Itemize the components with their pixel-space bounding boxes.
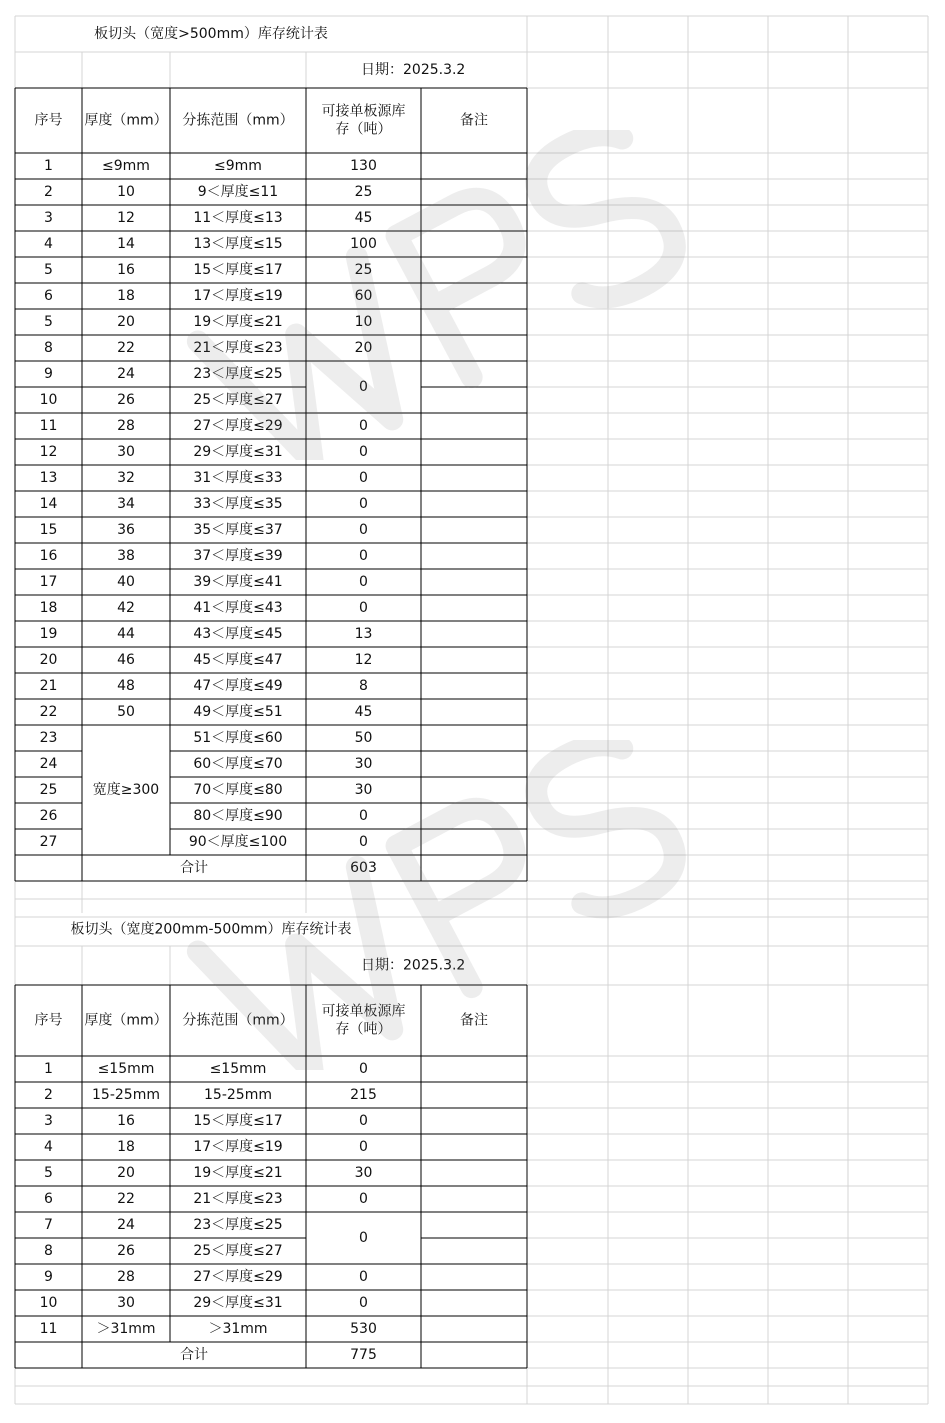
cell-range: 15＜厚度≤17 — [193, 262, 283, 278]
cell-range: 39＜厚度≤41 — [193, 574, 283, 590]
cell-no: 16 — [39, 548, 58, 564]
cell-no: 1 — [44, 1061, 53, 1077]
cell-no: 25 — [39, 782, 58, 798]
table-date: 日期：2025.3.2 — [361, 62, 466, 78]
cell-thickness: 12 — [117, 210, 135, 226]
cell-stock: 25 — [354, 184, 373, 200]
cell-stock: 0 — [359, 522, 368, 538]
cell-stock: 30 — [354, 756, 373, 772]
cell-no: 9 — [44, 366, 53, 382]
total-value: 603 — [350, 860, 377, 876]
cell-range: 27＜厚度≤29 — [193, 1269, 283, 1285]
header-stock: 可接单板源库存（吨） — [321, 1003, 406, 1038]
cell-thickness: 42 — [117, 600, 135, 616]
cell-thickness: ≤9mm — [102, 158, 150, 174]
cell-thickness: 24 — [117, 1217, 135, 1233]
cell-range: 33＜厚度≤35 — [193, 496, 283, 512]
cell-stock: 30 — [354, 1165, 373, 1181]
total-value: 775 — [350, 1347, 377, 1363]
table-date: 日期：2025.3.2 — [361, 957, 466, 974]
cell-no: 8 — [44, 340, 53, 356]
cell-thickness: ≤15mm — [97, 1061, 155, 1077]
cell-thickness: 15-25mm — [92, 1087, 160, 1103]
cell-range: 29＜厚度≤31 — [193, 444, 283, 460]
cell-range: 51＜厚度≤60 — [193, 730, 283, 746]
cell-thickness: 10 — [117, 184, 135, 200]
cell-range: ≤15mm — [209, 1061, 267, 1077]
header-range: 分拣范围（mm） — [182, 1012, 294, 1029]
cell-range: ≤9mm — [214, 158, 262, 174]
cell-range: 21＜厚度≤23 — [193, 1191, 283, 1207]
cell-no: 2 — [44, 1087, 53, 1103]
cell-thickness-merged: 宽度≥300 — [92, 782, 160, 798]
cell-no: 7 — [44, 1217, 53, 1233]
header-no: 序号 — [34, 1012, 63, 1029]
header-thickness: 厚度（mm） — [84, 1012, 168, 1029]
cell-thickness: 38 — [117, 548, 135, 564]
cell-thickness: 22 — [117, 340, 135, 356]
cell-stock: 0 — [359, 444, 368, 460]
cell-thickness: 28 — [117, 418, 135, 434]
cell-stock: 530 — [350, 1321, 377, 1337]
header-remark: 备注 — [460, 1012, 488, 1029]
cell-stock: 25 — [354, 262, 373, 278]
cell-no: 24 — [39, 756, 58, 772]
cell-stock: 0 — [359, 548, 368, 564]
cell-stock: 0 — [359, 1191, 368, 1207]
cell-range: 47＜厚度≤49 — [193, 678, 283, 694]
cell-stock: 0 — [359, 574, 368, 590]
cell-range: 9＜厚度≤11 — [197, 184, 279, 200]
cell-stock: 130 — [350, 158, 377, 174]
cell-thickness: 40 — [117, 574, 135, 590]
cell-stock: 12 — [354, 652, 373, 668]
cell-thickness: 34 — [117, 496, 135, 512]
total-label: 合计 — [180, 1347, 208, 1363]
table-title: 板切头（宽度>500mm）库存统计表 — [94, 26, 328, 42]
cell-range: 13＜厚度≤15 — [193, 236, 283, 252]
cell-range: 19＜厚度≤21 — [193, 1165, 283, 1181]
header-stock: 可接单板源库存（吨） — [321, 103, 406, 138]
cell-no: 14 — [39, 496, 58, 512]
cell-no: 3 — [44, 1113, 53, 1129]
cell-stock-merged: 0 — [359, 379, 368, 395]
cell-no: 23 — [39, 730, 58, 746]
cell-stock: 215 — [350, 1087, 377, 1103]
cell-thickness: 30 — [117, 1295, 135, 1311]
cell-no: 6 — [44, 1191, 53, 1207]
cell-no: 4 — [44, 236, 53, 252]
cell-no: 5 — [44, 314, 53, 330]
cell-no: 4 — [44, 1139, 53, 1155]
cell-range: 15-25mm — [204, 1087, 272, 1103]
cell-range: 11＜厚度≤13 — [193, 210, 283, 226]
cell-no: 20 — [39, 652, 58, 668]
cell-no: 13 — [39, 470, 58, 486]
cell-stock: 0 — [359, 1139, 368, 1155]
cell-stock-merged: 0 — [359, 1230, 368, 1246]
cell-range: 49＜厚度≤51 — [193, 704, 283, 720]
cell-range: 21＜厚度≤23 — [193, 340, 283, 356]
cell-thickness: 26 — [117, 392, 135, 408]
cell-no: 26 — [39, 808, 58, 824]
cell-range: 60＜厚度≤70 — [193, 756, 283, 772]
cell-range: 45＜厚度≤47 — [193, 652, 283, 668]
cell-range: 70＜厚度≤80 — [193, 782, 283, 798]
cell-no: 5 — [44, 262, 53, 278]
cell-stock: 100 — [350, 236, 377, 252]
cell-no: 8 — [44, 1243, 53, 1259]
cell-range: 37＜厚度≤39 — [193, 548, 283, 564]
cell-stock: 0 — [359, 496, 368, 512]
cell-range: 25＜厚度≤27 — [193, 1243, 283, 1259]
cell-stock: 8 — [359, 678, 368, 694]
cell-range: 43＜厚度≤45 — [193, 626, 283, 642]
cell-thickness: 22 — [117, 1191, 135, 1207]
cell-no: 17 — [39, 574, 58, 590]
cell-stock: 60 — [354, 288, 373, 304]
cell-no: 10 — [39, 1295, 58, 1311]
header-range: 分拣范围（mm） — [182, 112, 294, 129]
cell-range: 17＜厚度≤19 — [193, 288, 283, 304]
cell-range: 17＜厚度≤19 — [193, 1139, 283, 1155]
total-label: 合计 — [180, 860, 208, 876]
cell-range: 41＜厚度≤43 — [193, 600, 283, 616]
cell-range: ＞31mm — [208, 1321, 268, 1337]
cell-no: 11 — [39, 1321, 58, 1337]
cell-thickness: 28 — [117, 1269, 135, 1285]
cell-stock: 0 — [359, 600, 368, 616]
cell-thickness: 20 — [117, 314, 135, 330]
cell-range: 23＜厚度≤25 — [193, 1217, 283, 1233]
header-remark: 备注 — [460, 112, 488, 129]
cell-stock: 0 — [359, 808, 368, 824]
cell-no: 21 — [39, 678, 58, 694]
cell-thickness: 50 — [117, 704, 135, 720]
cell-thickness: 20 — [117, 1165, 135, 1181]
cell-no: 5 — [44, 1165, 53, 1181]
cell-stock: 0 — [359, 1295, 368, 1311]
cell-no: 11 — [39, 418, 58, 434]
cell-range: 19＜厚度≤21 — [193, 314, 283, 330]
cell-thickness: 32 — [117, 470, 135, 486]
cell-stock: 0 — [359, 470, 368, 486]
cell-thickness: 36 — [117, 522, 135, 538]
cell-no: 12 — [39, 444, 58, 460]
header-thickness: 厚度（mm） — [84, 112, 168, 129]
cell-no: 10 — [39, 392, 58, 408]
cell-stock: 20 — [354, 340, 373, 356]
table-title: 板切头（宽度200mm-500mm）库存统计表 — [70, 921, 352, 938]
cell-stock: 0 — [359, 1113, 368, 1129]
cell-no: 19 — [39, 626, 58, 642]
cell-thickness: 48 — [117, 678, 135, 694]
cell-thickness: 14 — [117, 236, 135, 252]
cell-range: 23＜厚度≤25 — [193, 366, 283, 382]
cell-thickness: 44 — [117, 626, 135, 642]
cell-no: 18 — [39, 600, 58, 616]
cell-no: 15 — [39, 522, 58, 538]
cell-range: 31＜厚度≤33 — [193, 470, 283, 486]
cell-range: 27＜厚度≤29 — [193, 418, 283, 434]
cell-stock: 0 — [359, 1061, 368, 1077]
cell-stock: 0 — [359, 418, 368, 434]
cell-stock: 50 — [354, 730, 373, 746]
cell-thickness: 18 — [117, 288, 135, 304]
cell-no: 22 — [39, 704, 58, 720]
cell-thickness: 16 — [117, 1113, 135, 1129]
cell-stock: 0 — [359, 1269, 368, 1285]
cell-no: 9 — [44, 1269, 53, 1285]
cell-no: 2 — [44, 184, 53, 200]
cell-range: 80＜厚度≤90 — [193, 808, 283, 824]
cell-thickness: ＞31mm — [96, 1321, 156, 1337]
cell-range: 90＜厚度≤100 — [188, 834, 288, 850]
cell-stock: 45 — [354, 210, 373, 226]
cell-thickness: 16 — [117, 262, 135, 278]
cell-thickness: 46 — [117, 652, 135, 668]
cell-range: 15＜厚度≤17 — [193, 1113, 283, 1129]
cell-no: 3 — [44, 210, 53, 226]
cell-range: 25＜厚度≤27 — [193, 392, 283, 408]
cell-thickness: 26 — [117, 1243, 135, 1259]
header-no: 序号 — [34, 112, 63, 129]
cell-stock: 0 — [359, 834, 368, 850]
cell-stock: 30 — [354, 782, 373, 798]
cell-thickness: 24 — [117, 366, 135, 382]
cell-no: 6 — [44, 288, 53, 304]
cell-range: 29＜厚度≤31 — [193, 1295, 283, 1311]
cell-thickness: 18 — [117, 1139, 135, 1155]
cell-stock: 13 — [354, 626, 373, 642]
cell-stock: 45 — [354, 704, 373, 720]
cell-no: 27 — [39, 834, 58, 850]
cell-stock: 10 — [354, 314, 373, 330]
cell-range: 35＜厚度≤37 — [193, 522, 283, 538]
cell-no: 1 — [44, 158, 53, 174]
cell-thickness: 30 — [117, 444, 135, 460]
